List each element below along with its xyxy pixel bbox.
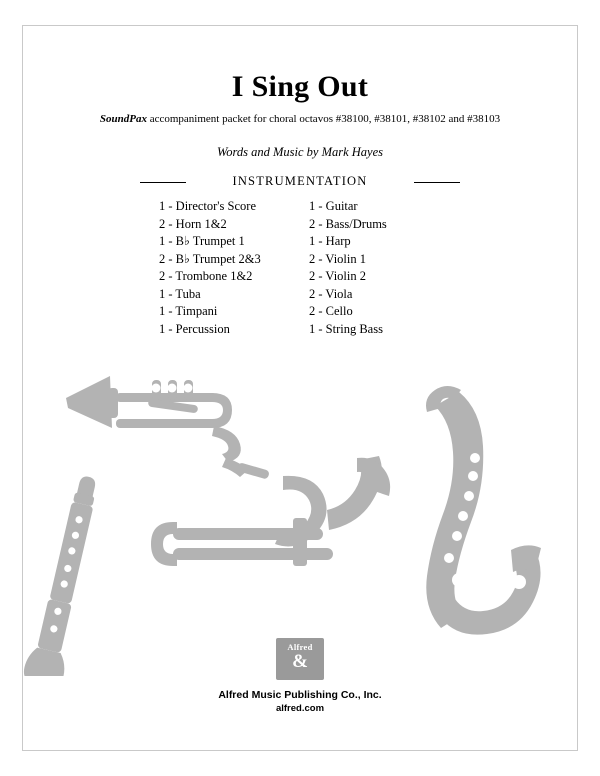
list-item: 2 - Violin 2 bbox=[309, 269, 367, 283]
subtitle-text: accompaniment packet for choral octavos #38100, #38101, #38102 and #38103 bbox=[146, 113, 501, 125]
list-item: 1 - Timpani bbox=[159, 304, 218, 318]
alfred-logo-mark: & bbox=[292, 651, 308, 672]
list-item: 2 - Trombone 1&2 bbox=[159, 269, 253, 283]
alfred-logo bbox=[276, 638, 324, 680]
cover-sheet bbox=[22, 25, 578, 751]
list-item: 1 - B♭ Trumpet 1 bbox=[159, 234, 245, 248]
list-item: 1 - String Bass bbox=[309, 321, 383, 336]
list-item: 2 - Viola bbox=[309, 286, 353, 301]
soundpax-brand: SoundPax bbox=[99, 113, 147, 125]
instrumentation-heading bbox=[150, 174, 450, 189]
trumpet-icon bbox=[66, 376, 270, 480]
instrumentation-section bbox=[150, 174, 450, 338]
alfred-logo-name: Alfred bbox=[287, 642, 313, 652]
saxophone-icon bbox=[426, 386, 541, 635]
credit-line: Words and Music by Mark Hayes bbox=[216, 145, 384, 159]
list-item: 1 - Guitar bbox=[309, 199, 358, 213]
list-item: 2 - Cello bbox=[309, 304, 353, 318]
publisher-block bbox=[23, 638, 577, 714]
instrumentation-columns bbox=[150, 198, 450, 338]
list-item: 1 - Percussion bbox=[159, 321, 230, 336]
subtitle bbox=[23, 113, 577, 125]
heading-rule-right bbox=[414, 182, 460, 183]
publisher-website: alfred.com bbox=[275, 703, 325, 714]
publisher-name: Alfred Music Publishing Co., Inc. bbox=[218, 689, 382, 701]
instrument-artwork bbox=[23, 356, 577, 676]
list-item: 2 - Bass/Drums bbox=[309, 216, 387, 231]
list-item: 2 - Violin 1 bbox=[309, 251, 367, 266]
list-item: 1 - Harp bbox=[309, 234, 351, 248]
instrumentation-heading-label: INSTRUMENTATION bbox=[232, 174, 368, 188]
instrumentation-column-right bbox=[309, 198, 449, 338]
page-title: I Sing Out bbox=[231, 70, 369, 103]
trombone-icon bbox=[151, 456, 390, 566]
instrumentation-column-left bbox=[151, 198, 309, 338]
list-item: 2 - Horn 1&2 bbox=[159, 216, 227, 231]
heading-rule-left bbox=[140, 182, 186, 183]
list-item: 2 - B♭ Trumpet 2&3 bbox=[159, 251, 261, 266]
list-item: 1 - Director's Score bbox=[159, 199, 257, 213]
list-item: 1 - Tuba bbox=[159, 286, 201, 301]
